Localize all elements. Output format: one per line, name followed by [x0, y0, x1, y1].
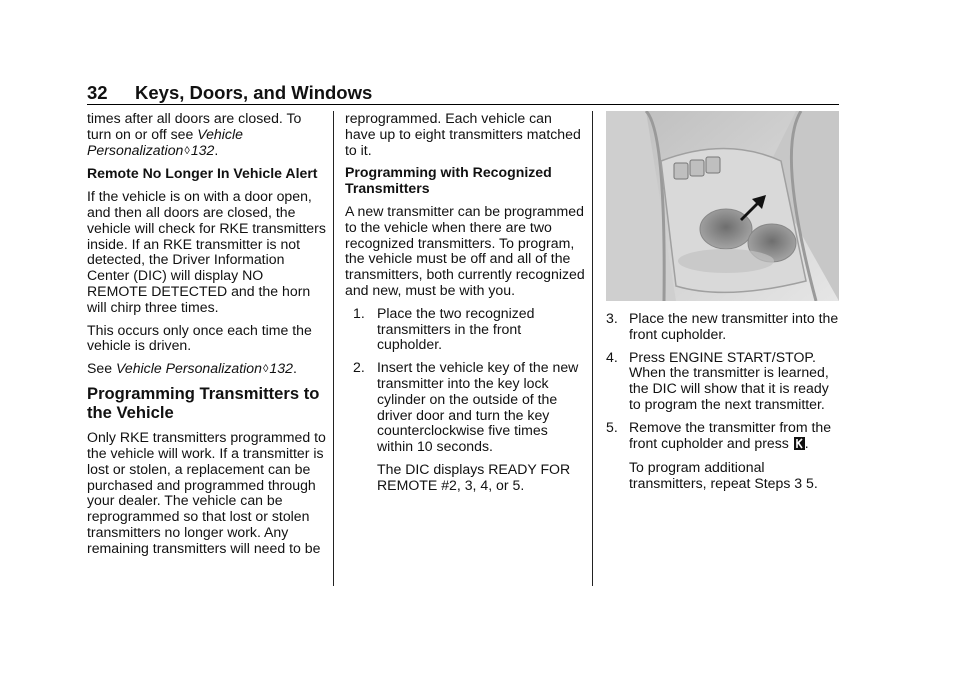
key-icon [794, 437, 805, 454]
paragraph: This occurs only once each time the vehicle is driven. [87, 321, 312, 354]
column-divider [333, 111, 334, 586]
paragraph: reprogrammed. Each vehicle can have up to eight transmitters matched to it. [345, 110, 581, 158]
steps-list [606, 311, 840, 492]
page-header [87, 82, 837, 104]
page-number: 32 [87, 82, 108, 103]
cross-reference-link[interactable]: Vehicle Personalization [116, 360, 262, 377]
list-item: 1. Place the two recognized transmitters in the front cupholder. [353, 304, 535, 353]
column-divider [592, 111, 593, 586]
page-reference[interactable]: 132 [190, 141, 215, 158]
section-heading: Programming Transmitters to the Vehicle [87, 383, 320, 422]
header-divider [87, 104, 839, 105]
section-title: Keys, Doors, and Windows [135, 82, 373, 103]
list-item: 3. Place the new transmitter into the front cupholder. [606, 310, 839, 342]
paragraph: Only RKE transmitters programmed to the vehicle will work. If a transmitter is lost or stolen, a replacement can be purchased and programmed through your dealer. The vehicle can be reprogrammed so that lost or stolen transmitters no longer work. Any remaining transmitters will need to be [87, 429, 326, 556]
column-2 [345, 111, 585, 501]
list-item: 5. Remove the transmitter from the front cupholder and press . To program additional transmitters, repeat Steps 3 5. [606, 418, 832, 492]
subheading: Programming with Recognized Transmitters [345, 164, 552, 197]
steps-list [345, 306, 585, 494]
page-reference[interactable]: 132 [269, 360, 293, 377]
cupholder-photo [606, 111, 839, 301]
paragraph: A new transmitter can be programmed to the vehicle when there are two recognized transmitters. To program, the vehicle must be off and all of the transmitters, both currently recognized and new, must be with you. [345, 202, 585, 298]
subheading: Remote No Longer In Vehicle Alert [87, 165, 318, 182]
cross-reference-link[interactable]: Vehicle Personalization [87, 125, 243, 158]
xref-symbol: ◊ [262, 363, 269, 376]
column-3 [606, 111, 840, 499]
paragraph: If the vehicle is on with a door open, and then all doors are closed, the vehicle will check for RKE transmitters inside. If an RKE transmitter is not detected, the Driver Information Center (DIC) will display NO REMOTE DETECTED and the horn will chirp three times. [87, 188, 326, 315]
cupholder-illustration [606, 111, 839, 301]
xref-symbol: ◊ [184, 144, 190, 157]
column-1 [87, 111, 327, 564]
paragraph: times after all doors are closed. To turn on or off see Vehicle Personalization◊132. [87, 110, 302, 158]
list-item: 2. Insert the vehicle key of the new transmitter into the key lock cylinder on the outside of the driver door and turn the key counterclockwise five times within 10 seconds. The DIC displays READY FOR REMOTE #2, 3, 4, or 5. [353, 359, 579, 493]
list-item: 4. Press ENGINE START/STOP. When the transmitter is learned, the DIC will show that it is ready to program the next transmitter. [606, 348, 829, 412]
paragraph: See Vehicle Personalization◊132. [87, 360, 297, 377]
